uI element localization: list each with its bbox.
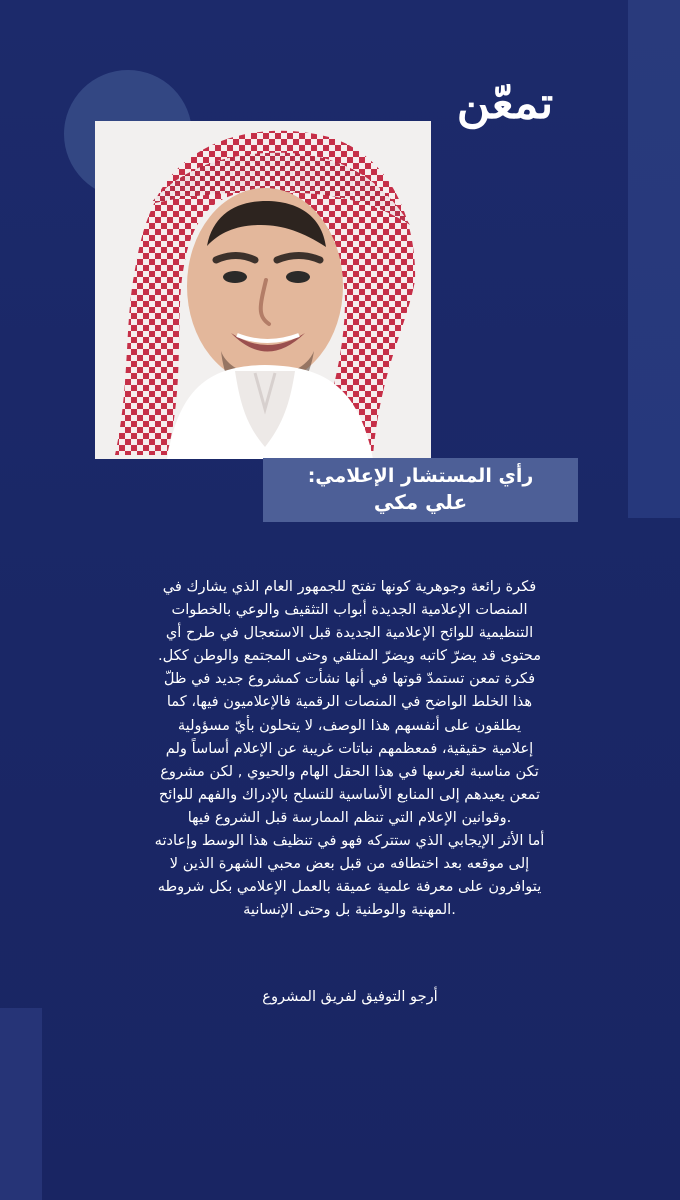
article-line: .المهنية والوطنية بل وحتى الإنسانية bbox=[243, 901, 456, 919]
article-body bbox=[76, 575, 623, 921]
article-line: المنصات الإعلامية الجديدة أبواب التثقيف والوعي بالخطوات bbox=[171, 601, 528, 619]
article-line: .وقوانين الإعلام التي تنظم الممارسة قبل الشروع فيها bbox=[187, 808, 512, 826]
article-line: يتوافرون على معرفة علمية عميقة بالعمل الإعلامي بكل شروطه bbox=[157, 878, 542, 896]
author-name-box bbox=[263, 458, 578, 522]
article-closing: أرجو التوفيق لفريق المشروع bbox=[262, 988, 438, 1005]
brand-logo-text: تمعّن bbox=[456, 77, 554, 129]
article-line: تكن مناسبة لغرسها في هذا الحقل الهام والحيوي , لكن مشروع bbox=[160, 762, 539, 780]
decorative-left-strip bbox=[0, 1008, 42, 1200]
author-name: علي مكي bbox=[373, 490, 468, 514]
article-line: فكرة تمعن تستمدّ قوتها في أنها نشأت كمشروع جديد في ظلّ bbox=[163, 670, 536, 688]
article-line: هذا الخلط الواضح في المنصات الرقمية فالإعلاميون فيها، كما bbox=[166, 693, 533, 711]
author-photo-illustration bbox=[95, 121, 431, 459]
article-line: يطلقون على أنفسهم هذا الوصف، لا يتحلون بأيّ مسؤولية bbox=[177, 716, 522, 734]
decorative-right-strip bbox=[628, 0, 680, 518]
article-line: إعلامية حقيقية، فمعظمهم نباتات غريبة عن الإعلام أساساً ولم bbox=[165, 739, 534, 757]
author-photo bbox=[95, 121, 431, 459]
article-line: تمعن يعيدهم إلى المنابع الأساسية للتسلح بالإدراك والفهم للوائح bbox=[158, 785, 541, 803]
article-line: إلى موقعه بعد اختطافه من قبل بعض محبي الشهرة الذين لا bbox=[169, 855, 530, 873]
article-line: أما الأثر الإيجابي الذي ستتركه فهو في تنظيف هذا الوسط وإعادته bbox=[154, 832, 545, 850]
article-line: محتوى قد يضرّ كاتبه ويضرّ المتلقي وحتى المجتمع والوطن ككل. bbox=[157, 647, 542, 665]
author-title: رأي المستشار الإعلامي: bbox=[307, 465, 534, 487]
brand-logo bbox=[420, 58, 590, 148]
article-line: فكرة رائعة وجوهرية كونها تفتح للجمهور العام الذي يشارك في bbox=[162, 578, 537, 595]
article-line: التنظيمية للوائح الإعلامية الجديدة قبل الاستعجال في طرح أي bbox=[165, 624, 534, 642]
